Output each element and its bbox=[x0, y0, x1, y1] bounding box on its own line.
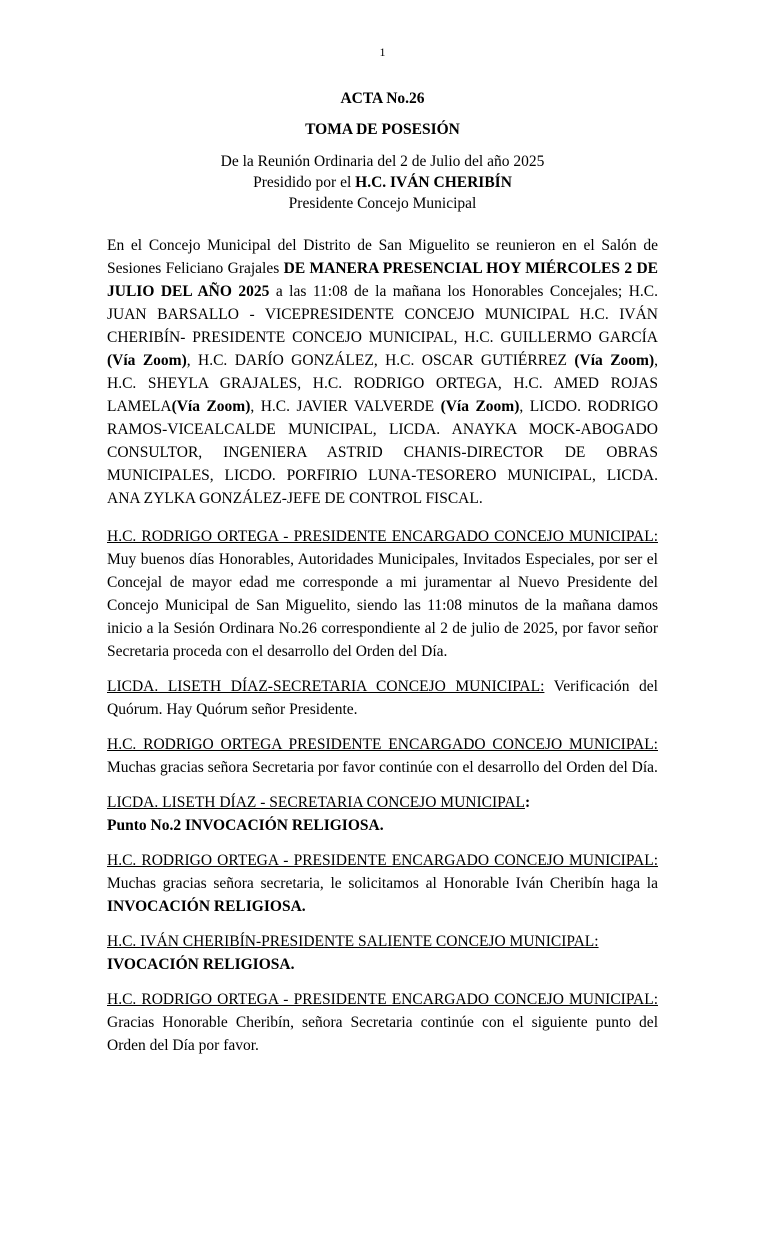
paragraph-cheribin-invocation bbox=[107, 930, 658, 976]
meeting-header bbox=[0, 151, 765, 214]
paragraph-text: Muchas gracias señora Secretaria por favor continúe con el desarrollo del Orden del Día. bbox=[107, 759, 658, 776]
speaker-label: H.C. RODRIGO ORTEGA PRESIDENTE ENCARGADO CONCEJO MUNICIPAL: bbox=[107, 736, 658, 753]
speaker-label: LICDA. LISETH DÍAZ - SECRETARIA CONCEJO MUNICIPAL bbox=[107, 794, 525, 811]
presided-by-prefix: Presidido por el bbox=[253, 174, 356, 191]
paragraph-diaz-quorum bbox=[107, 675, 658, 721]
paragraph-text: Muy buenos días Honorables, Autoridades Municipales, Invitados Especiales, por ser el Concejal de mayor edad me corresponde a mi juramentar al Nuevo Presidente del Concejo Municipal de San Miguelito, siendo las 11:08 minutos de la mañana damos inicio a la Sesión Ordinara No.26 correspondiente al 2 de julio de 2025, por favor señor Secretaria proceda con el desarrollo del Orden del Día. bbox=[107, 551, 658, 660]
paragraph-ortega-next-point bbox=[107, 988, 658, 1057]
speaker-label: H.C. RODRIGO ORTEGA - PRESIDENTE ENCARGADO CONCEJO MUNICIPAL: bbox=[107, 528, 658, 545]
paragraph-bold-text: INVOCACIÓN RELIGIOSA. bbox=[107, 898, 306, 915]
speaker-colon: : bbox=[524, 794, 531, 811]
presided-by-line bbox=[0, 172, 765, 193]
intro-zoom-3: (Vía Zoom) bbox=[171, 398, 251, 415]
meeting-date-line: De la Reunión Ordinaria del 2 de Julio del año 2025 bbox=[220, 153, 545, 170]
paragraph-ortega-continue bbox=[107, 733, 658, 779]
paragraph-bold-text: IVOCACIÓN RELIGIOSA. bbox=[107, 956, 295, 973]
intro-text-c: a las 11:08 de la mañana los Honorables Concejales; H.C. JUAN BARSALLO - VICEPRESIDENTE CONCEJO MUNICIPAL H.C. IVÁN CHERIBÍN- PRESIDENTE CONCEJO MUNICIPAL, H.C. GUILLERMO GARCÍA bbox=[107, 283, 658, 346]
intro-zoom-1: (Vía Zoom) bbox=[107, 352, 187, 369]
speaker-label: H.C. RODRIGO ORTEGA - PRESIDENTE ENCARGADO CONCEJO MUNICIPAL: bbox=[107, 991, 658, 1008]
paragraph-text: Muchas gracias señora secretaria, le solicitamos al Honorable Iván Cheribín haga la bbox=[107, 875, 658, 892]
intro-paragraph bbox=[107, 234, 658, 510]
intro-text-k: , LICDO. RODRIGO RAMOS-VICEALCALDE MUNICIPAL, LICDA. ANAYKA MOCK-ABOGADO CONSULTOR, INGENIERA ASTRID CHANIS-DIRECTOR DE OBRAS MUNICIPALES, LICDO. PORFIRIO LUNA-TESORERO MUNICIPAL, LICDA. ANA ZYLKA GONZÁLEZ-JEFE DE CONTROL FISCAL. bbox=[107, 398, 659, 507]
intro-zoom-4: (Vía Zoom) bbox=[440, 398, 520, 415]
president-role-line: Presidente Concejo Municipal bbox=[288, 195, 477, 212]
paragraph-bold-text: Punto No.2 INVOCACIÓN RELIGIOSA. bbox=[107, 817, 384, 834]
speaker-label: LICDA. LISETH DÍAZ-SECRETARIA CONCEJO MUNICIPAL: bbox=[107, 678, 545, 695]
speaker-label: H.C. IVÁN CHERIBÍN-PRESIDENTE SALIENTE CONCEJO MUNICIPAL: bbox=[107, 933, 599, 950]
document-title: ACTA No.26 bbox=[340, 90, 425, 107]
document-body bbox=[107, 234, 658, 1069]
speaker-label: H.C. RODRIGO ORTEGA - PRESIDENTE ENCARGADO CONCEJO MUNICIPAL: bbox=[107, 852, 658, 869]
intro-text-a: En el Concejo Municipal del Distrito de San Miguelito se reunieron en el Salón de Sesiones Feliciano Grajales bbox=[107, 237, 658, 277]
president-name: H.C. IVÁN CHERIBÍN bbox=[355, 174, 512, 191]
paragraph-text: Verificación del Quórum. Hay Quórum señor Presidente. bbox=[107, 678, 658, 718]
paragraph-text: Gracias Honorable Cheribín, señora Secretaria continúe con el siguiente punto del Orden del Día por favor. bbox=[107, 1014, 658, 1054]
intro-text-e: , H.C. DARÍO GONZÁLEZ, H.C. OSCAR GUTIÉRREZ bbox=[186, 352, 575, 369]
intro-zoom-2: (Vía Zoom) bbox=[574, 352, 655, 369]
intro-text-i: , H.C. JAVIER VALVERDE bbox=[250, 398, 441, 415]
intro-bold-date: DE MANERA PRESENCIAL HOY MIÉRCOLES 2 DE JULIO DEL AÑO 2025 bbox=[107, 260, 658, 300]
paragraph-diaz-punto2 bbox=[107, 791, 658, 837]
page-number: 1 bbox=[379, 45, 386, 59]
document-subtitle: TOMA DE POSESIÓN bbox=[305, 121, 460, 138]
intro-text-g: , H.C. SHEYLA GRAJALES, H.C. RODRIGO ORTEGA, H.C. AMED ROJAS LAMELA bbox=[107, 352, 658, 415]
paragraph-ortega-opening bbox=[107, 525, 658, 663]
paragraph-ortega-invocation-request bbox=[107, 849, 658, 918]
